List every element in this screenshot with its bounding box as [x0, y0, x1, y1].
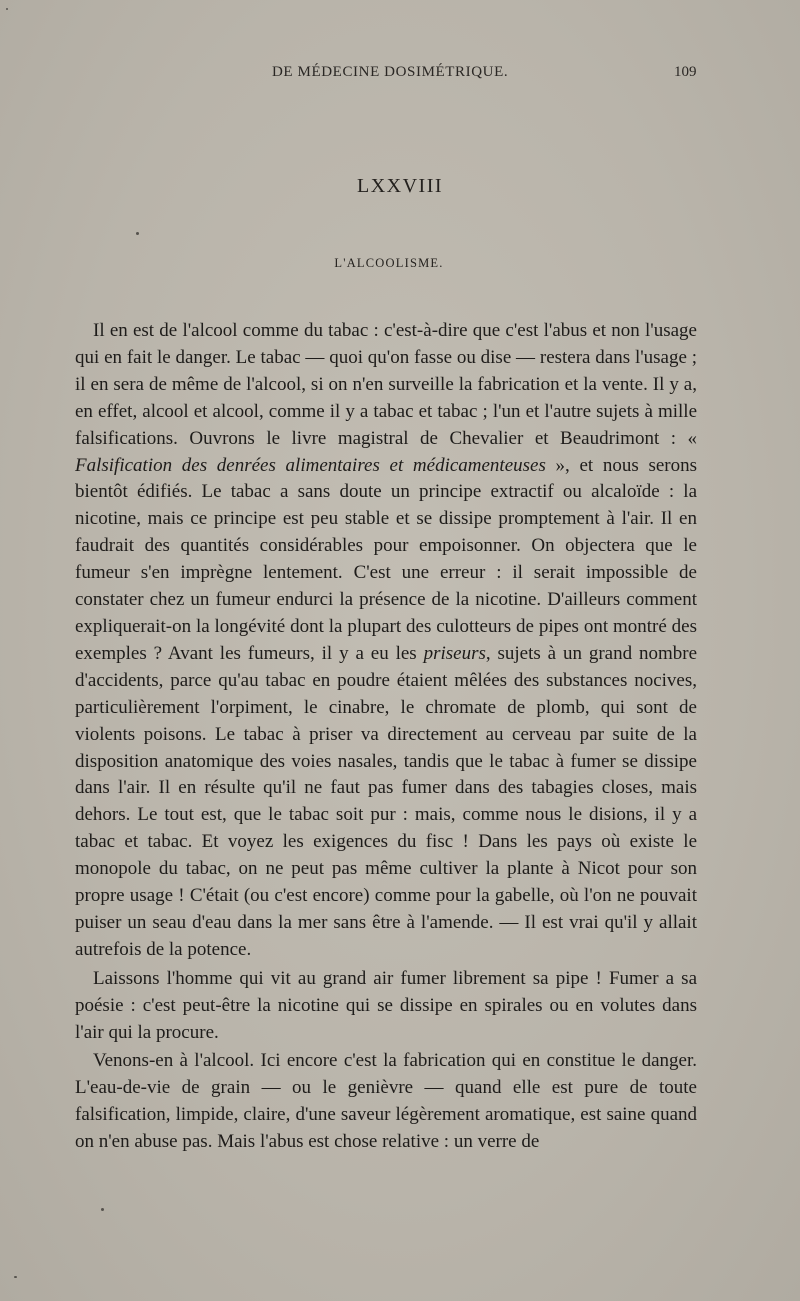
paper-speck — [136, 232, 139, 235]
italic-book-title: Falsification des denrées alimentaires et médicamenteuses — [75, 454, 546, 476]
chapter-number: LXXVIII — [356, 175, 444, 197]
running-title: DE MÉDECINE DOSIMÉTRIQUE. — [272, 64, 509, 80]
paragraph-text: Il en est de l'alcool comme du tabac : c'est-à-dire que c'est l'abus et non l'usage qui en fait le danger. Le tabac — quoi qu'on fasse ou dise — restera dans l'usage ; il en sera de même de l'alcool, si on n'en surveille la fabrication et la vente. Il y a, en effet, alcool et alcool, comme il y a tabac et tabac ; l'un et l'autre sujets à mille falsifications. Ouvrons le livre magistral de Chevalier et Beaudrimont : « — [75, 320, 697, 449]
paper-speck — [101, 1208, 104, 1211]
italic-term: priseurs — [423, 642, 486, 664]
paragraph-text: », et nous serons bientôt édifiés. Le tabac a sans doute un principe extractif ou alcaloïde : la nicotine, mais ce principe est peu stable et se dissipe promptement à l'air. Il en faudrait des quantités considérables pour empoisonner. On objectera que le fumeur s'en imprègne lentement. C'est une erreur : il serait impossible de constater chez un fumeur endurci la présence de la nicotine. D'ailleurs comment expliquerait-on la longévité dont la plupart des culotteurs de pipes ont montré des exemples ? Avant les fumeurs, il y a eu les — [75, 454, 697, 664]
chapter-title: L'ALCOOLISME. — [334, 256, 444, 270]
body-text — [75, 318, 697, 1156]
paragraph-text: , sujets à un grand nombre d'accidents, parce qu'au tabac en poudre étaient mêlées des substances nocives, particulièrement l'orpiment, le cinabre, le chromate de plomb, qui sont de violents poisons. Le tabac à priser va directement au cerveau par suite de la disposition anatomique des voies nasales, tandis que le tabac à fumer se dissipe dans l'air. Il en résulte qu'il ne faut pas fumer dans des tabagies closes, mais dehors. Le tout est, que le tabac soit pur : mais, comme nous le disions, il y a tabac et tabac. Et voyez les exigences du fisc ! Dans les pays où existe le monopole du tabac, on ne peut pas même cultiver la plante à Nicot pour son propre usage ! C'était (ou c'est encore) comme pour la gabelle, où l'on ne pouvait puiser un seau d'eau dans la mer sans être à l'amende. — Il est vrai qu'il y allait autrefois de la potence. — [75, 642, 697, 960]
page-number: 109 — [674, 64, 697, 80]
paragraph: Laissons l'homme qui vit au grand air fumer librement sa pipe ! Fumer a sa poésie : c'est peut-être la nicotine qui se dissipe en spirales ou en volutes dans l'air qui la procure. — [75, 967, 697, 1043]
paragraph — [75, 318, 697, 964]
paragraph: Venons-en à l'alcool. Ici encore c'est la fabrication qui en constitue le danger. L'eau-de-vie de grain — ou le genièvre — quand elle est pure de toute falsification, limpide, claire, d'une saveur légèrement aromatique, est saine quand on n'en abuse pas. Mais l'abus est chose relative : un verre de — [75, 1050, 697, 1153]
paper-speck — [6, 8, 8, 10]
running-head — [0, 64, 800, 84]
paper-speck — [14, 1276, 17, 1278]
